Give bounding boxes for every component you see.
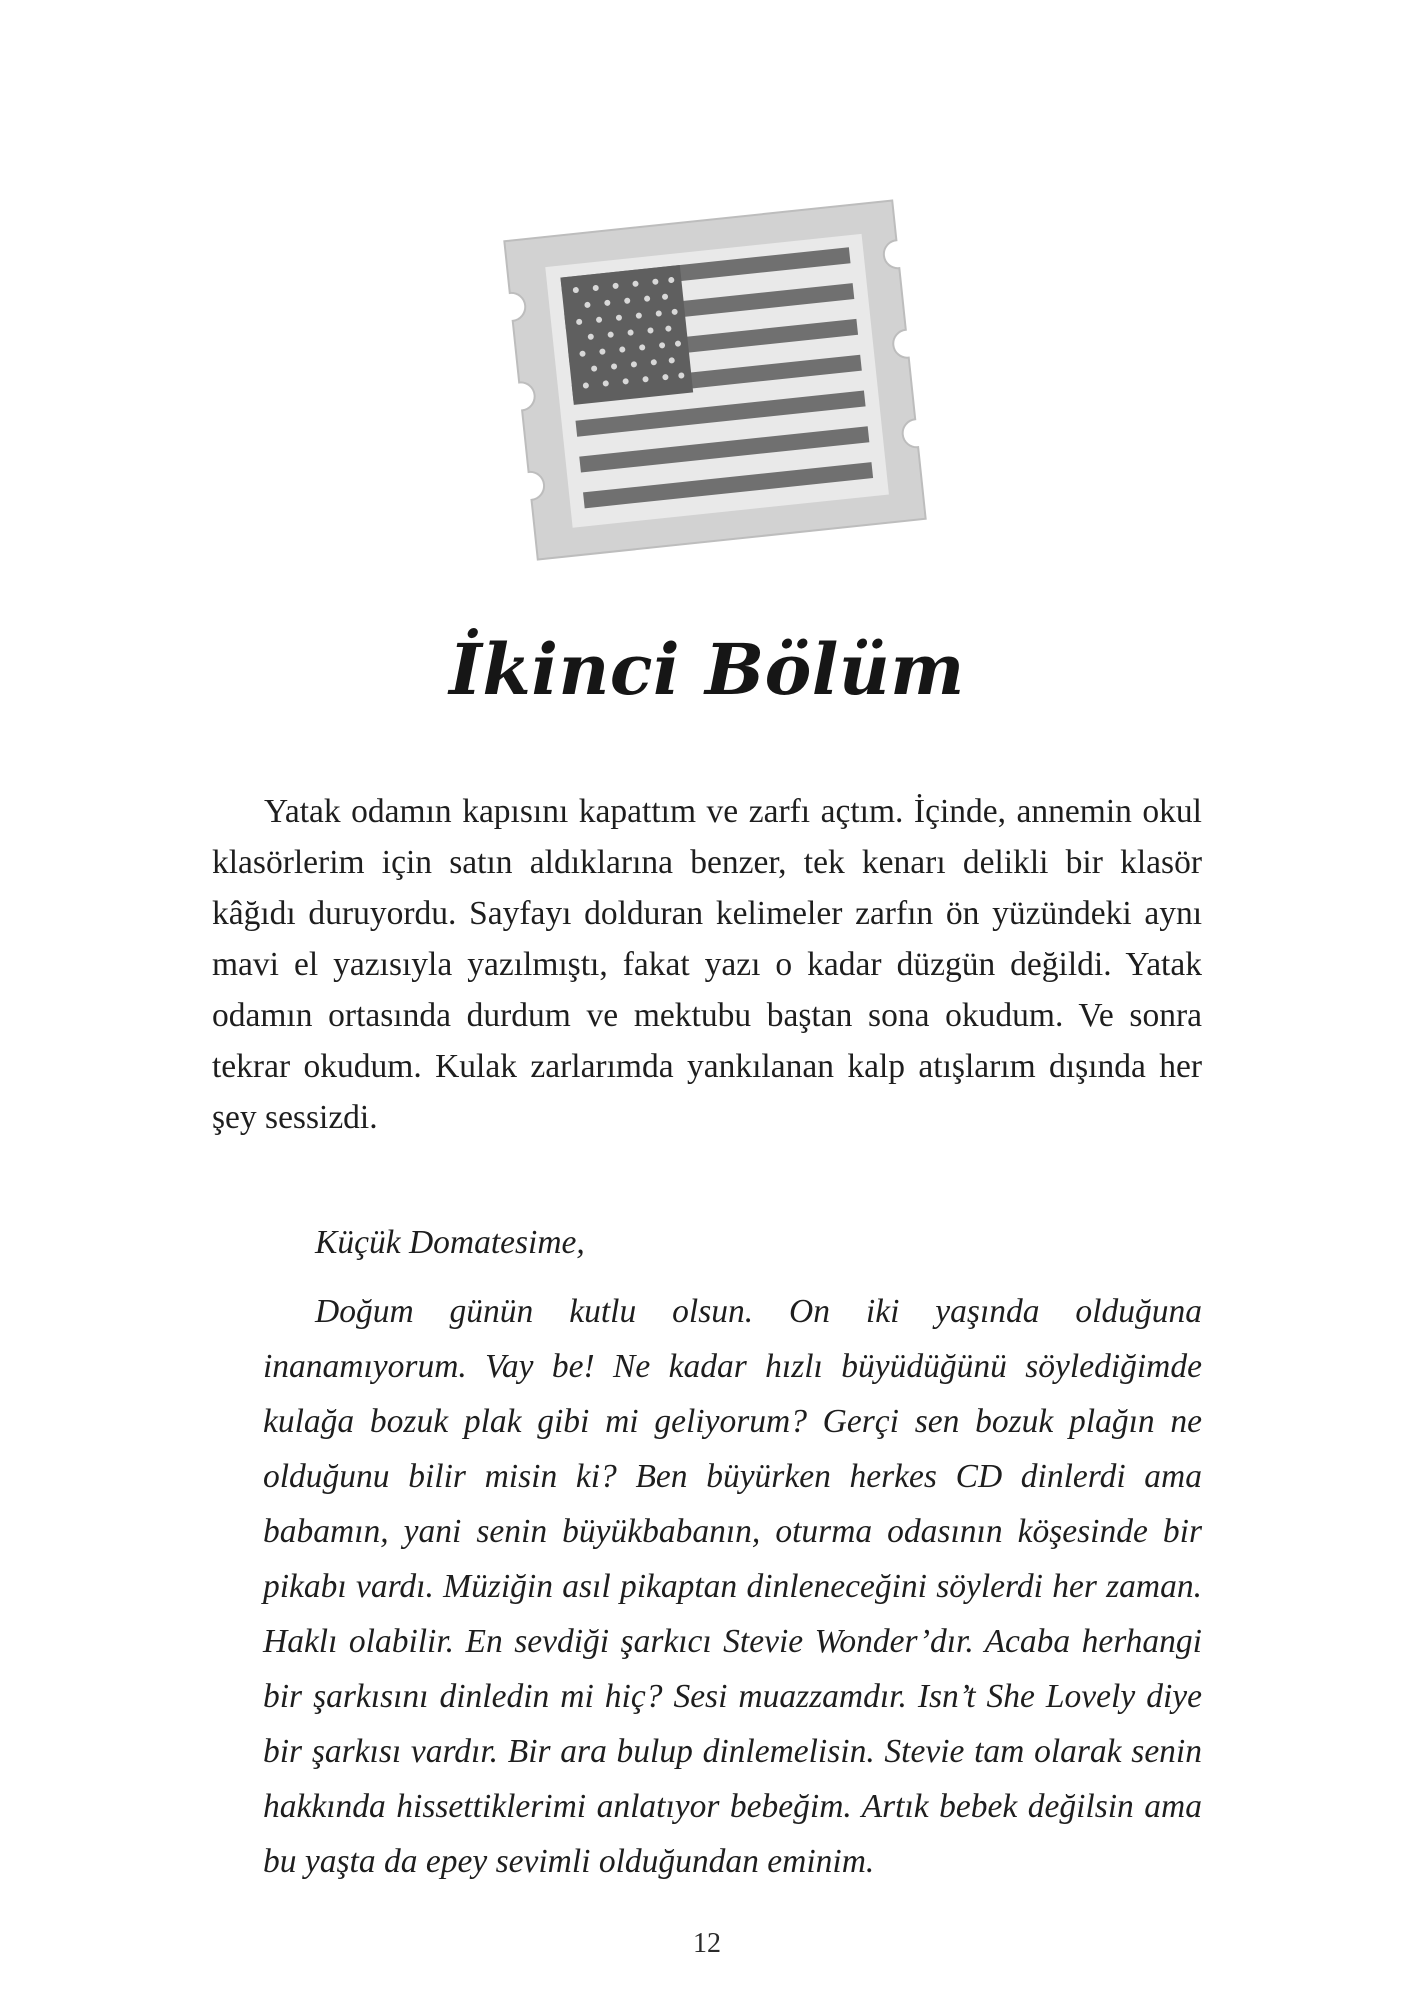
letter-body: Doğum günün kutlu olsun. On iki yaşında olduğuna inanamıyorum. Vay be! Ne kadar hızlı büyüdüğünü söylediğimde kulağa bozuk plak gibi mi geliyorum? Gerçi sen bozuk plağın ne olduğunu bilir misin ki? Ben büyürken herkes CD dinlerdi ama babamın, yani senin büyükbabanın, oturma odasının köşesinde bir pikabı vardı. Müziğin asıl pikaptan dinleneceğini söylerdi her zaman. Haklı olabilir. En sevdiği şarkıcı Stevie Wonder’dır. Acaba herhangi bir şarkısını dinledin mi hiç? Sesi muazzamdır. Isn’t She Lovely diye bir şarkısı vardır. Bir ara bulup dinlemelisin. Stevie tam olarak senin hakkında hissettiklerimi anlatıyor bebeğim. Artık bebek değilsin ama bu yaşta da epey sevimli olduğundan eminim.	[263, 1293, 1202, 1880]
letter-block	[263, 1215, 1202, 1889]
american-flag-stamp-icon	[500, 180, 930, 580]
chapter-title: İkinci Bölüm	[449, 628, 965, 711]
body-paragraph: Yatak odamın kapısını kapattım ve zarfı açtım. İçinde, annemin okul klasörlerim için satın aldıklarına benzer, tek kenarı delikli bir klasör kâğıdı duruyordu. Sayfayı dolduran kelimeler zarfın ön yüzündeki aynı mavi el yazısıyla yazılmıştı, fakat yazı o kadar düzgün değildi. Yatak odamın ortasında durdum ve mektubu baştan sona okudum. Ve sonra tekrar okudum. Kulak zarlarımda yankılanan kalp atışlarım dışında her şey sessizdi.	[212, 793, 1202, 1136]
letter-salutation: Küçük Domatesime,	[315, 1224, 585, 1261]
page-number: 12	[693, 1928, 721, 1959]
